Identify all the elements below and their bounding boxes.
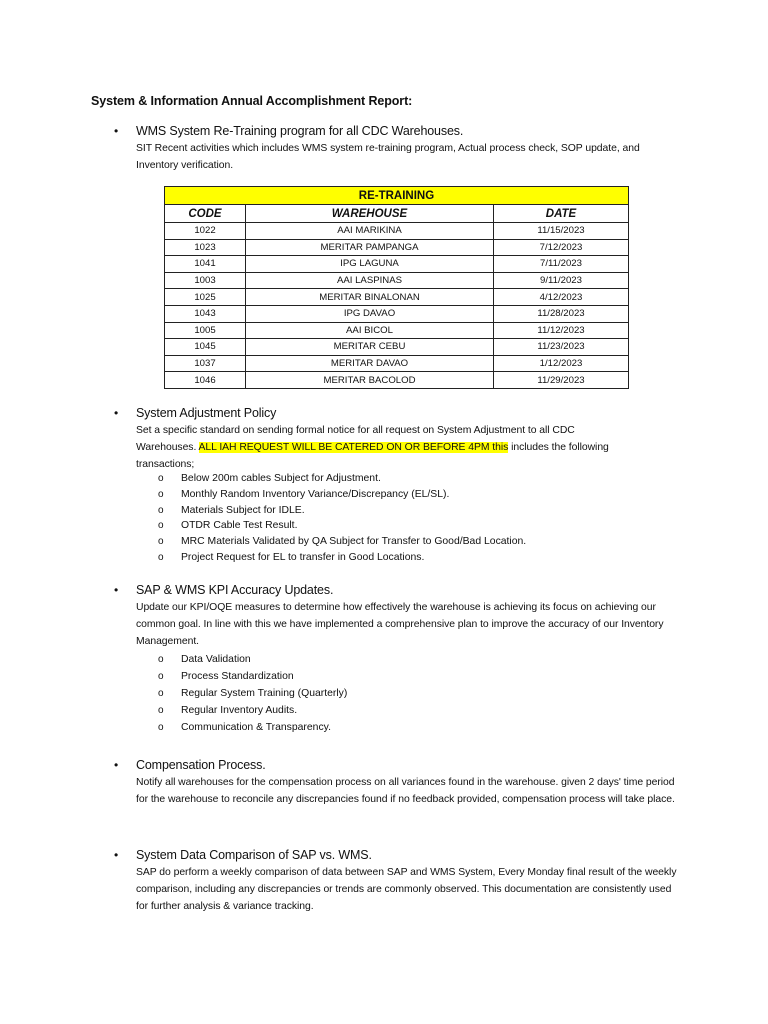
code-cell: 1023	[165, 239, 246, 256]
section-heading: System Adjustment Policy	[136, 406, 277, 420]
warehouse-cell: AAI MARIKINA	[246, 223, 494, 240]
warehouse-cell: AAI LASPINAS	[246, 272, 494, 289]
sub-bullet-icon: o	[158, 654, 164, 665]
section-heading: WMS System Re-Training program for all CDC Warehouses.	[136, 124, 464, 138]
highlighted-text: ALL IAH REQUEST WILL BE CATERED ON OR BEFORE 4PM this	[198, 442, 509, 453]
sub-bullet-icon: o	[158, 688, 164, 699]
bullet-icon: •	[114, 583, 119, 597]
column-header-warehouse: WAREHOUSE	[246, 205, 494, 223]
list-item: MRC Materials Validated by QA Subject for Transfer to Good/Bad Location.	[181, 536, 527, 548]
table-row	[165, 256, 629, 273]
retraining-table	[164, 186, 629, 389]
sub-bullet-icon: o	[158, 552, 164, 563]
sub-bullet-icon: o	[158, 536, 164, 548]
date-cell: 4/12/2023	[494, 289, 629, 306]
table-row	[165, 272, 629, 289]
list-item: OTDR Cable Test Result.	[181, 520, 298, 532]
list-item: Data Validation	[181, 654, 251, 665]
paragraph-text: Set a specific standard on sending formal notice for all request on System Adjustment to all CDC Warehouses.	[136, 425, 575, 453]
sub-bullet-icon: o	[158, 488, 164, 500]
table-row	[165, 322, 629, 339]
sub-bullet-icon: o	[158, 671, 164, 682]
code-cell: 1045	[165, 339, 246, 356]
section-heading: System Data Comparison of SAP vs. WMS.	[136, 848, 372, 862]
warehouse-cell: IPG LAGUNA	[246, 256, 494, 273]
date-cell: 7/12/2023	[494, 239, 629, 256]
code-cell: 1041	[165, 256, 246, 273]
table-row	[165, 239, 629, 256]
list-item: Materials Subject for IDLE.	[181, 504, 305, 516]
warehouse-cell: IPG DAVAO	[246, 305, 494, 322]
warehouse-cell: MERITAR DAVAO	[246, 355, 494, 372]
date-cell: 11/29/2023	[494, 372, 629, 389]
table-row	[165, 355, 629, 372]
paragraph-text: includes the following transactions;	[136, 442, 609, 470]
column-header-code: CODE	[165, 205, 246, 223]
warehouse-cell: MERITAR CEBU	[246, 339, 494, 356]
table-row	[165, 372, 629, 389]
code-cell: 1003	[165, 272, 246, 289]
report-title: System & Information Annual Accomplishment Report:	[91, 94, 413, 108]
section-heading: SAP & WMS KPI Accuracy Updates.	[136, 583, 334, 597]
list-item: Below 200m cables Subject for Adjustment.	[181, 473, 381, 484]
date-cell: 9/11/2023	[494, 272, 629, 289]
warehouse-cell: MERITAR BINALONAN	[246, 289, 494, 306]
list-item: Process Standardization	[181, 671, 294, 682]
section-paragraph: SIT Recent activities which includes WMS system re-training program, Actual process check, SOP update, and Inventory verification.	[136, 143, 640, 171]
date-cell: 11/28/2023	[494, 305, 629, 322]
warehouse-cell: MERITAR PAMPANGA	[246, 239, 494, 256]
table-body	[165, 223, 629, 389]
bullet-icon: •	[114, 848, 119, 862]
date-cell: 11/23/2023	[494, 339, 629, 356]
bullet-icon: •	[114, 406, 119, 420]
code-cell: 1025	[165, 289, 246, 306]
list-item: Communication & Transparency.	[181, 722, 331, 733]
date-cell: 11/12/2023	[494, 322, 629, 339]
code-cell: 1037	[165, 355, 246, 372]
section-paragraph	[136, 422, 636, 473]
date-cell: 11/15/2023	[494, 223, 629, 240]
date-cell: 1/12/2023	[494, 355, 629, 372]
code-cell: 1022	[165, 223, 246, 240]
list-item: Regular Inventory Audits.	[181, 705, 298, 716]
bullet-icon: •	[114, 124, 119, 138]
table-row	[165, 305, 629, 322]
section-paragraph: Notify all warehouses for the compensation process on all variances found in the warehouse. given 2 days' time period for the warehouse to reconcile any discrepancies found if no feedback provided, compensation process will take place.	[136, 777, 675, 805]
sub-bullet-icon: o	[158, 504, 164, 516]
code-cell: 1005	[165, 322, 246, 339]
section-heading: Compensation Process.	[136, 758, 266, 772]
section-paragraph: SAP do perform a weekly comparison of data between SAP and WMS System, Every Monday final result of the weekly comparison, including any discrepancies or trends are commonly observed. This documentation are consistently used for further analysis & variance tracking.	[136, 867, 677, 912]
section-paragraph: Update our KPI/OQE measures to determine how effectively the warehouse is achieving its focus on achieving our common goal. In line with this we have implemented a comprehensive plan to improve the accuracy of our Inventory Management.	[136, 602, 664, 647]
date-cell: 7/11/2023	[494, 256, 629, 273]
code-cell: 1043	[165, 305, 246, 322]
sub-bullet-icon: o	[158, 473, 164, 484]
table-row	[165, 289, 629, 306]
list-item: Project Request for EL to transfer in Good Locations.	[181, 552, 425, 563]
table-row	[165, 339, 629, 356]
warehouse-cell: AAI BICOL	[246, 322, 494, 339]
bullet-icon: •	[114, 758, 119, 772]
list-item: Monthly Random Inventory Variance/Discrepancy (EL/SL).	[181, 488, 450, 500]
table-row	[165, 223, 629, 240]
sub-bullet-icon: o	[158, 520, 164, 532]
table-title: RE-TRAINING	[165, 187, 629, 205]
code-cell: 1046	[165, 372, 246, 389]
column-header-date: DATE	[494, 205, 629, 223]
list-item: Regular System Training (Quarterly)	[181, 688, 348, 699]
sub-bullet-icon: o	[158, 722, 164, 733]
warehouse-cell: MERITAR BACOLOD	[246, 372, 494, 389]
sub-bullet-icon: o	[158, 705, 164, 716]
